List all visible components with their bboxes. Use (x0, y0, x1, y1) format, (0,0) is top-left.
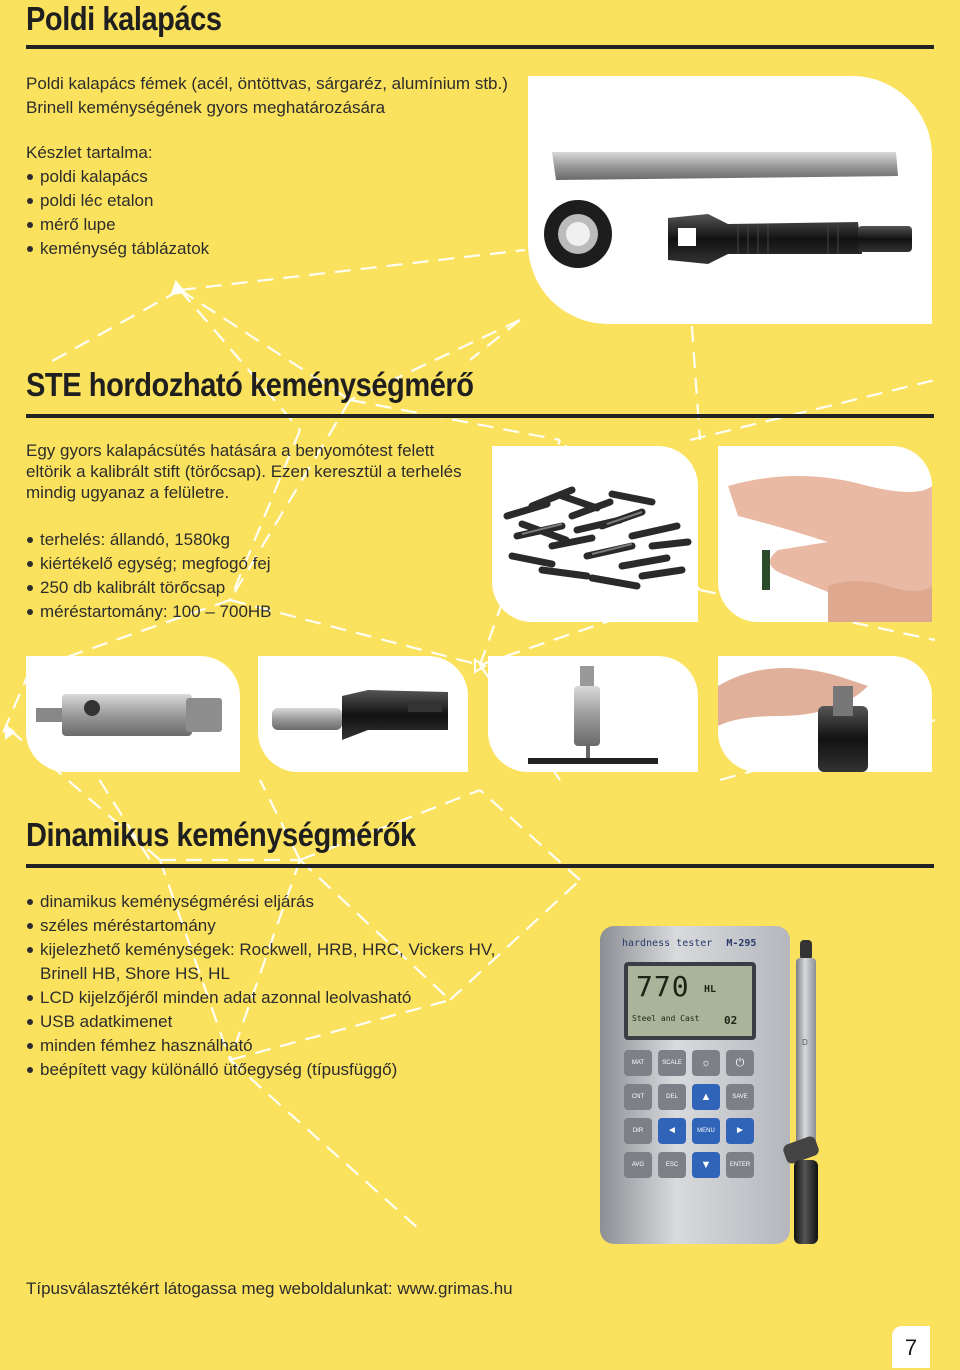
key-dir[interactable] (624, 1118, 652, 1144)
break-pins-photo (492, 446, 698, 622)
device-brand-bar (622, 938, 770, 958)
list-item: minden fémhez használható (26, 1034, 495, 1058)
ste-rule (26, 414, 934, 418)
website-footer-text: Típusválasztékért látogassa meg weboldalunkat: www.grimas.hu (26, 1279, 513, 1298)
key-avg[interactable] (624, 1152, 652, 1178)
lcd-material: Steel and Cast (632, 1014, 700, 1023)
hardness-tester-device (570, 896, 850, 1246)
page-number: 7 (892, 1326, 930, 1368)
lcd-reading: 770 (636, 970, 690, 1003)
key-backlight[interactable] (692, 1050, 720, 1076)
key-label: CNT (624, 1084, 652, 1110)
ste-setup-photo (488, 656, 698, 772)
power-icon: ⏻ (726, 1050, 754, 1076)
key-mat[interactable] (624, 1050, 652, 1076)
key-down[interactable] (692, 1152, 720, 1178)
probe-grip (794, 1160, 818, 1244)
key-save[interactable] (726, 1084, 754, 1110)
arrow-right-icon: ► (726, 1118, 754, 1144)
list-item: beépített vagy különálló ütőegység (típusfüggő) (26, 1058, 495, 1082)
poldi-intro-line: Poldi kalapács fémek (acél, öntöttvas, sárgaréz, alumínium stb.) (26, 74, 508, 93)
key-scale[interactable] (658, 1050, 686, 1076)
lcd-value-2: 02 (724, 1014, 738, 1027)
lcd-unit: HL (704, 984, 717, 995)
arrow-down-icon: ▼ (692, 1152, 720, 1178)
ste-description-line: eltörik a kalibrált stift (törőcsap). Ezen keresztül a terhelés (26, 462, 462, 481)
poldi-kit-photo (528, 76, 932, 324)
poldi-intro (26, 72, 508, 120)
ste-probe-photo (26, 656, 240, 772)
key-label: ENTER (726, 1152, 754, 1178)
ste-description-line: mindig ugyanaz a felületre. (26, 483, 230, 502)
dynamic-feature-list (26, 890, 495, 1082)
ste-hand-test-photo (718, 656, 932, 772)
key-label: ESC (658, 1152, 686, 1178)
key-enter[interactable] (726, 1152, 754, 1178)
key-menu[interactable] (692, 1118, 720, 1144)
key-up[interactable] (692, 1084, 720, 1110)
dynamic-section-title: Dinamikus keménységmérők (26, 816, 416, 853)
title-rule (26, 45, 934, 49)
device-brand-label: hardness tester (622, 938, 713, 949)
list-item: poldi léc etalon (26, 189, 209, 213)
list-item: kiértékelő egység; megfogó fej (26, 552, 272, 576)
list-item: mérő lupe (26, 213, 209, 237)
key-label: MAT (624, 1050, 652, 1076)
list-item: dinamikus keménységmérési eljárás (26, 890, 495, 914)
list-item: USB adatkimenet (26, 1010, 495, 1034)
key-label: SCALE (658, 1050, 686, 1076)
kit-list (26, 165, 209, 261)
list-item: poldi kalapács (26, 165, 209, 189)
key-label: AVG (624, 1152, 652, 1178)
list-item-continuation: Brinell HB, Shore HS, HL (40, 964, 230, 983)
probe-body (796, 958, 816, 1144)
list-item: terhelés: állandó, 1580kg (26, 528, 272, 552)
key-left[interactable] (658, 1118, 686, 1144)
key-label: DIR (624, 1118, 652, 1144)
ste-section-title: STE hordozható keménységmérő (26, 366, 474, 403)
key-cnt[interactable] (624, 1084, 652, 1110)
device-keypad (624, 1050, 756, 1180)
device-model-label: M-295 (726, 938, 757, 949)
dynamic-rule (26, 864, 934, 868)
list-item: 250 db kalibrált törőcsap (26, 576, 272, 600)
key-label: DEL (658, 1084, 686, 1110)
arrow-up-icon: ▲ (692, 1084, 720, 1110)
list-item: LCD kijelzőjéről minden adat azonnal leolvasható (26, 986, 495, 1010)
key-esc[interactable] (658, 1152, 686, 1178)
list-item: széles méréstartomány (26, 914, 495, 938)
probe-label: D (802, 1038, 808, 1047)
key-del[interactable] (658, 1084, 686, 1110)
ste-spec-list (26, 528, 272, 624)
key-power[interactable] (726, 1050, 754, 1076)
kit-label: Készlet tartalma: (26, 143, 153, 162)
poldi-intro-line: Brinell keménységének gyors meghatározására (26, 98, 386, 117)
key-label: MENU (692, 1118, 720, 1144)
arrow-left-icon: ◄ (658, 1118, 686, 1144)
probe-cap (800, 940, 812, 960)
list-item: keménység táblázatok (26, 237, 209, 261)
key-label: SAVE (726, 1084, 754, 1110)
sun-icon: ☼ (692, 1050, 720, 1076)
ste-description-line: Egy gyors kalapácsütés hatására a benyomótest felett (26, 441, 435, 460)
hand-holding-pin-photo (718, 446, 932, 622)
page-title: Poldi kalapács (26, 0, 222, 37)
list-item: kijelezhető keménységek: Rockwell, HRB, HRC, Vickers HV, (26, 938, 495, 962)
impact-probe (794, 940, 818, 1246)
device-lcd-screen (624, 962, 756, 1040)
key-right[interactable] (726, 1118, 754, 1144)
ste-head-photo (258, 656, 468, 772)
ste-description (26, 440, 462, 503)
list-item: méréstartomány: 100 – 700HB (26, 600, 272, 624)
